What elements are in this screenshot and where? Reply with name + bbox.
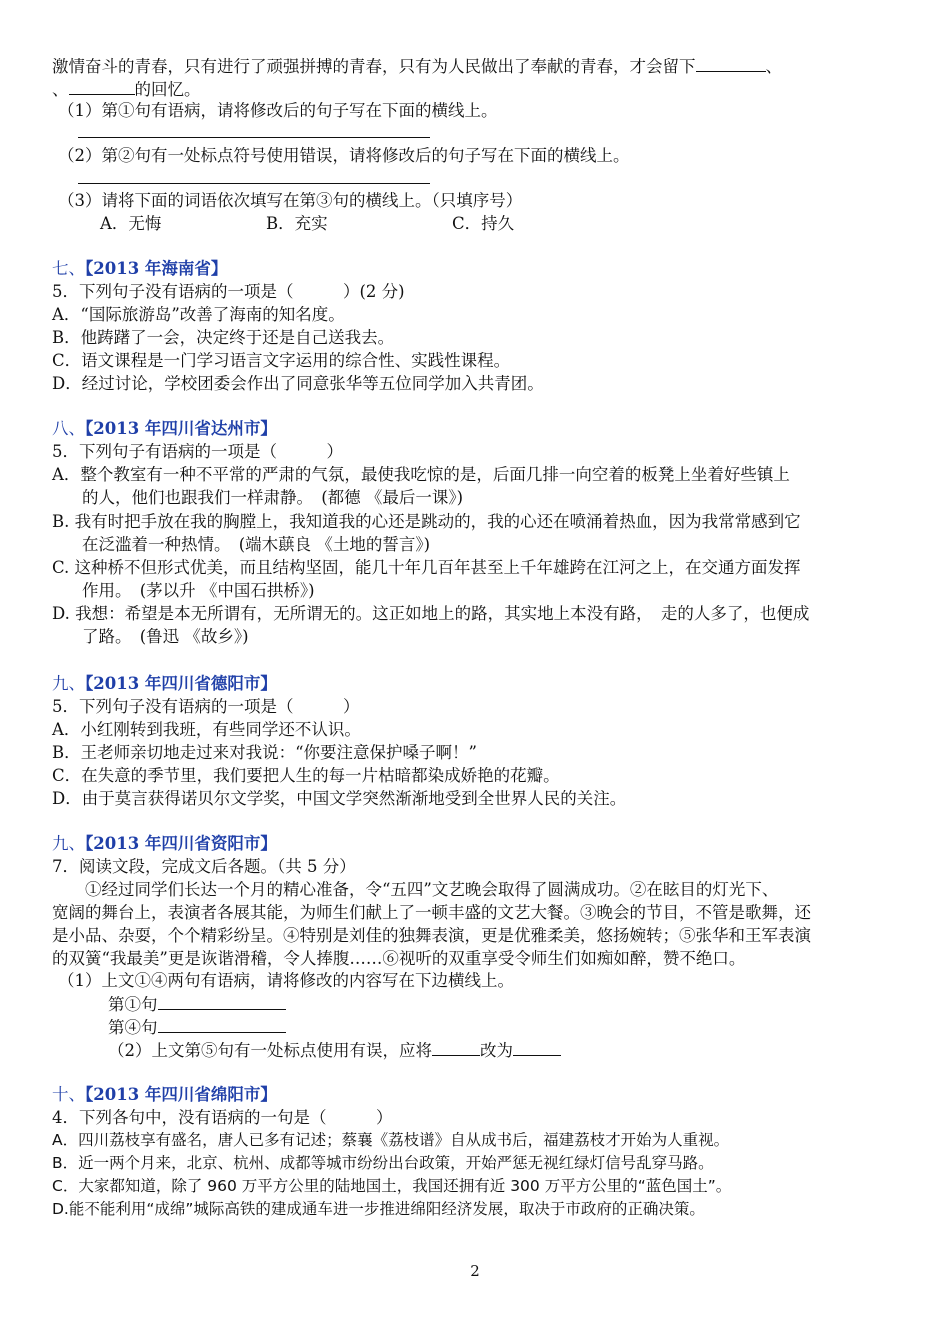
s7-option-a: A．“国际旅游岛”改善了海南的知名度。 [52,305,345,324]
s10-option-a: A．四川荔枝享有盛名，唐人已多有记述；蔡襄《荔枝谱》自从成书后，福建荔枝才开始为人重视。 [52,1131,730,1149]
s6-text: 、 [765,57,782,76]
heading-source: 【2013 年四川省资阳市】 [85,834,277,853]
s8-option-d: D. 我想：希望是本无所谓有，无所谓无的。这正如地上的路，其实地上本没有路， 走的人多了，也便成 [52,604,810,623]
s6-text: 的回忆。 [134,80,201,99]
s6-q3: （3）请将下面的词语依次填写在第③句的横线上。（只填序号） [58,191,523,210]
q2-text: （2）上文第⑤句有一处标点使用有误，应将 [108,1041,432,1060]
s6-options [100,212,950,235]
heading-source: 【2013 年四川省德阳市】 [85,674,277,693]
s8-question: 5．下列句子有语病的一项是（ ） [52,442,343,461]
heading-number: 七、 [52,259,85,278]
option-a: A．无悔 [100,214,162,233]
page-number: 2 [470,1262,480,1280]
option-b: B．充实 [266,214,328,233]
heading-number: 八、 [52,419,85,438]
section-heading-10 [52,1083,912,1106]
s6-text: 激情奋斗的青春，只有进行了顽强拼搏的青春，只有为人民做出了奉献的青春，才会留下 [52,57,696,76]
heading-number: 九、 [52,674,85,693]
s6-line1 [52,54,912,78]
section-heading-7 [52,257,912,280]
blank-line [158,992,286,1010]
s9b-sentence-4 [108,1015,950,1039]
s8-option-b-cont: 在泛滥着一种热情。 (端木蕻良 《土地的誓言》) [82,535,431,554]
sentence-label: 第④句 [108,1018,158,1037]
section-heading-8 [52,417,912,440]
heading-number: 十、 [52,1085,85,1104]
s9a-option-c: C．在失意的季节里，我们要把人生的每一片枯暗都染成娇艳的花瓣。 [52,766,560,785]
s9b-question: 7．阅读文段，完成文后各题。（共 5 分） [52,857,356,876]
answer-line [78,137,430,138]
s9b-q2 [108,1038,950,1062]
s6-line2 [52,77,912,101]
blank-line [696,54,766,72]
s10-option-b: B．近一两个月来，北京、杭州、成都等城市纷纷出台政策，开始严惩无视红绿灯信号乱穿马路。 [52,1154,714,1172]
s8-option-a-cont: 的人，他们也跟我们一样肃静。 (都德 《最后一课》) [82,488,464,507]
heading-source: 【2013 年四川省达州市】 [85,419,277,438]
s8-option-c: C. 这种桥不但形式优美，而且结构坚固，能几十年几百年甚至上千年雄跨在江河之上，在交通方面发挥 [52,558,801,577]
s7-question: 5．下列句子没有语病的一项是（ ）(2 分) [52,282,405,301]
s6-text: 、 [52,80,69,99]
section-heading-9a [52,672,912,695]
s9a-option-d: D．由于莫言获得诺贝尔文学奖，中国文学突然渐渐地受到全世界人民的关注。 [52,789,627,808]
s9a-option-b: B．王老师亲切地走过来对我说：“你要注意保护嗓子啊！” [52,743,477,762]
q2-text: 改为 [480,1041,513,1060]
s8-option-a: A．整个教室有一种不平常的严肃的气氛，最使我吃惊的是，后面几排一向空着的板凳上坐着好些镇上 [52,465,790,484]
s10-question: 4．下列各句中，没有语病的一句是（ ） [52,1108,393,1127]
section-heading-9b [52,832,912,855]
blank-line [432,1038,480,1056]
option-c: C．持久 [452,214,515,233]
s9b-passage-2: 宽阔的舞台上，表演者各展其能，为师生们献上了一顿丰盛的文艺大餐。③晚会的节目，不管是歌舞，还 [52,903,811,922]
answer-line [78,183,430,184]
s8-option-b: B. 我有时把手放在我的胸膛上，我知道我的心还是跳动的，我的心还在喷涌着热血，因为我常常感到它 [52,512,801,531]
sentence-label: 第①句 [108,995,158,1014]
s7-option-c: C．语文课程是一门学习语言文字运用的综合性、实践性课程。 [52,351,511,370]
heading-source: 【2013 年四川省绵阳市】 [85,1085,277,1104]
s9a-option-a: A．小红刚转到我班，有些同学还不认识。 [52,720,361,739]
s8-option-d-cont: 了路。 (鲁迅 《故乡》) [82,627,249,646]
s9b-passage-1: ①经过同学们长达一个月的精心准备，令“五四”文艺晚会取得了圆满成功。②在眩目的灯光下、 [52,880,779,899]
heading-number: 九、 [52,834,85,853]
s7-option-d: D．经过讨论，学校团委会作出了同意张华等五位同学加入共青团。 [52,374,544,393]
s9b-sentence-1 [108,992,950,1016]
s9b-q1: （1）上文①④两句有语病，请将修改的内容写在下边横线上。 [58,971,514,990]
blank-line [158,1015,286,1033]
s10-option-c: C．大家都知道，除了 960 万平方公里的陆地国土，我国还拥有近 300 万平方公里的“蓝色国土”。 [52,1177,732,1195]
s10-option-d: D.能不能利用“成绵”城际高铁的建成通车进一步推进绵阳经济发展，取决于市政府的正确决策。 [52,1200,705,1218]
s6-q2: （2）第②句有一处标点符号使用错误，请将修改后的句子写在下面的横线上。 [58,146,630,165]
s9b-passage-3: 是小品、杂耍，个个精彩纷呈。④特别是刘佳的独舞表演，更是优雅柔美，悠扬婉转；⑤张华和王军表演 [52,926,811,945]
heading-source: 【2013 年海南省】 [85,259,228,278]
blank-line [513,1038,561,1056]
s9b-passage-4: 的双簧“我最美”更是诙谐滑稽，令人捧腹……⑥视听的双重享受令师生们如痴如醉，赞不绝口。 [52,949,746,968]
s7-option-b: B．他踌躇了一会，决定终于还是自己送我去。 [52,328,395,347]
s8-option-c-cont: 作用。 (茅以升 《中国石拱桥》) [82,581,315,600]
s9a-question: 5．下列句子没有语病的一项是（ ） [52,697,360,716]
s6-q1: （1）第①句有语病，请将修改后的句子写在下面的横线上。 [58,101,498,120]
blank-line [69,77,135,95]
